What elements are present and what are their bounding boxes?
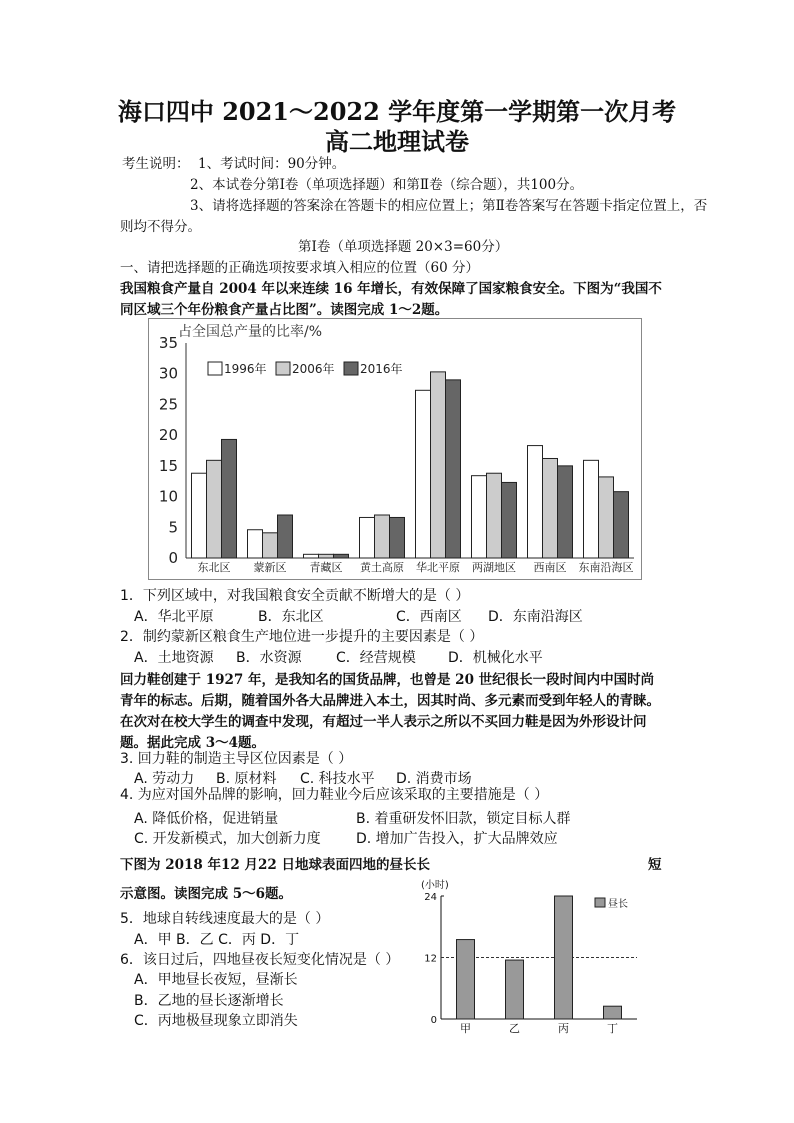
chart2-unit-label: (小时) (421, 880, 449, 891)
y-tick-label: 0 (430, 1015, 437, 1026)
x-tick-label: 黄土高原 (360, 561, 404, 574)
bar-1996年-两湖地区 (472, 476, 487, 558)
q3-stem: 3. 回力鞋的制造主导区位因素是（ ） (120, 751, 353, 767)
q4-option-a: A. 降低价格，促进销量 (134, 811, 279, 827)
q1-option-a: A．华北平原 (134, 609, 214, 625)
bar-2016年-蒙新区 (278, 515, 293, 558)
passage2-line3: 在次对在校大学生的调查中发现，有超过一半人表示之所以不买回力鞋是因为外形设计问 (120, 714, 647, 730)
y-tick-label: 10 (158, 487, 178, 506)
x-tick-label: 两湖地区 (472, 561, 516, 574)
legend-swatch-1996年 (208, 362, 222, 375)
q3-option-a: A. 劳动力 (134, 771, 195, 787)
q5-options: A．甲 B．乙 C．丙 D．丁 (134, 932, 300, 948)
section-heading: 一、请把选择题的正确选项按要求填入相应的位置（60 分） (120, 260, 479, 276)
bar-1996年-东南沿海区 (584, 460, 599, 558)
bar-乙 (506, 960, 524, 1019)
q6-option-b: B．乙地的昼长逐渐增长 (134, 993, 284, 1009)
bar-2016年-两湖地区 (502, 482, 517, 558)
q2-option-d: D．机械化水平 (448, 650, 543, 666)
x-tick-label: 丁 (607, 1022, 618, 1035)
x-tick-label: 东北区 (197, 561, 231, 574)
legend-label-2016年: 2016年 (360, 362, 403, 376)
legend-label-2006年: 2006年 (292, 362, 335, 376)
bar-2006年-西南区 (543, 458, 558, 558)
legend-swatch (595, 898, 605, 907)
y-tick-label: 12 (424, 953, 437, 965)
chart2-legend (595, 898, 628, 910)
bar-2006年-青藏区 (319, 554, 334, 558)
bar-2016年-华北平原 (446, 380, 461, 558)
legend-label: 昼长 (608, 899, 628, 910)
passage2-line2: 青年的标志。后期，随着国外各大品牌进入本土，因其时尚、多元素而受到年轻人的青睐。 (120, 693, 660, 709)
legend-label-1996年: 1996年 (224, 362, 267, 376)
bar-2016年-东南沿海区 (614, 492, 629, 558)
bar-2006年-蒙新区 (263, 533, 278, 558)
passage3-line2: 示意图。读图完成 5～6题。 (120, 886, 292, 902)
q4-stem: 4. 为应对国外品牌的影响，回力鞋业今后应该采取的主要措施是（ ） (120, 787, 549, 803)
q1-stem: 1．下列区域中，对我国粮食安全贡献不断增大的是（ ） (120, 588, 470, 604)
y-tick-label: 30 (158, 364, 178, 383)
y-tick-label: 5 (168, 518, 178, 537)
x-tick-label: 东南沿海区 (578, 561, 634, 574)
exam-subtitle: 高二地理试卷 (325, 127, 469, 156)
y-tick-label: 24 (424, 892, 437, 903)
passage2-line4: 题。据此完成 3～4题。 (120, 735, 265, 751)
bar-2006年-两湖地区 (487, 473, 502, 558)
y-tick-label: 25 (158, 395, 178, 414)
bar-1996年-青藏区 (304, 554, 319, 558)
x-tick-label: 丙 (558, 1022, 569, 1035)
y-tick-label: 15 (158, 456, 178, 475)
chart-title: 占全国总产量的比率/% (178, 324, 323, 340)
bar-2016年-青藏区 (334, 554, 349, 558)
bar-丁 (604, 1006, 622, 1019)
grain-share-chart (148, 318, 642, 580)
note-3b: 则均不得分。 (120, 219, 201, 235)
bar-2006年-东北区 (207, 460, 222, 558)
passage3-line1-end: 短 (648, 857, 662, 873)
x-tick-label: 乙 (509, 1022, 520, 1035)
passage3-line1: 下图为 2018 年12 月22 日地球表面四地的昼长长 (120, 857, 430, 873)
bar-2006年-黄土高原 (375, 515, 390, 558)
bar-1996年-西南区 (528, 446, 543, 558)
q2-stem: 2．制约蒙新区粮食生产地位进一步提升的主要因素是（ ） (120, 629, 484, 645)
legend-swatch-2016年 (344, 362, 358, 375)
bar-1996年-黄土高原 (360, 517, 375, 558)
note-1: 1、考试时间：90分钟。 (198, 156, 346, 172)
y-tick-label: 35 (158, 334, 178, 352)
passage1-line1: 我国粮食产量自 2004 年以来连续 16 年增长，有效保障了国家粮食安全。下图为“我国不 (120, 281, 662, 297)
q6-option-c: C．丙地极昼现象立即消失 (134, 1013, 298, 1029)
passage1-line2: 同区域三个年份粮食产量占比图”。读图完成 1～2题。 (120, 302, 449, 318)
q1-option-d: D．东南沿海区 (488, 609, 583, 625)
note-2: 2、本试卷分第Ⅰ卷（单项选择题）和第Ⅱ卷（综合题），共100分。 (190, 177, 584, 193)
bar-1996年-东北区 (192, 473, 207, 558)
chart-legend (208, 361, 403, 376)
q5-stem: 5．地球自转线速度最大的是（ ） (120, 911, 330, 927)
q2-option-c: C．经营规模 (336, 650, 416, 666)
bar-2016年-东北区 (222, 439, 237, 558)
y-tick-label: 0 (168, 549, 178, 567)
q4-option-c: C. 开发新模式，加大创新力度 (134, 831, 321, 847)
bar-2016年-黄土高原 (390, 517, 405, 558)
q1-option-b: B．东北区 (258, 609, 324, 625)
passage2-line1: 回力鞋创建于 1927 年，是我知名的国货品牌，也曾是 20 世纪很长一段时间内中国时尚 (120, 672, 655, 688)
bar-1996年-蒙新区 (248, 530, 263, 558)
day-length-chart (415, 876, 645, 1036)
q2-option-a: A．土地资源 (134, 650, 214, 666)
legend-swatch-2006年 (276, 362, 290, 375)
q4-option-d: D. 增加广告投入，扩大品牌效应 (356, 831, 558, 847)
y-tick-label: 20 (158, 426, 178, 445)
q1-option-c: C．西南区 (396, 609, 462, 625)
exam-title: 海口四中 2021～2022 学年度第一学期第一次月考 (117, 97, 677, 126)
q6-stem: 6．该日过后，四地昼夜长短变化情况是（ ） (120, 952, 400, 968)
x-tick-label: 青藏区 (309, 561, 343, 574)
q3-option-b: B. 原材料 (216, 771, 277, 787)
notes-label: 考生说明： (122, 156, 190, 172)
bar-2006年-华北平原 (431, 372, 446, 558)
bar-2016年-西南区 (558, 466, 573, 558)
bar-丙 (555, 896, 573, 1019)
q3-option-d: D. 消费市场 (396, 771, 472, 787)
x-tick-label: 甲 (460, 1022, 471, 1035)
bar-1996年-华北平原 (416, 390, 431, 558)
chart2-x-labels (460, 1022, 618, 1035)
x-tick-label: 西南区 (533, 561, 567, 574)
q3-option-c: C. 科技水平 (300, 771, 375, 787)
x-tick-label: 蒙新区 (253, 561, 287, 574)
note-3a: 3、请将选择题的答案涂在答题卡的相应位置上；第Ⅱ卷答案写在答题卡指定位置上，否 (190, 198, 708, 214)
x-tick-label: 华北平原 (416, 561, 460, 574)
bar-2006年-东南沿海区 (599, 477, 614, 558)
bar-甲 (457, 940, 475, 1019)
q6-option-a: A．甲地昼长夜短，昼渐长 (134, 972, 298, 988)
part1-heading: 第Ⅰ卷（单项选择题 20×3=60分） (298, 239, 509, 255)
q4-option-b: B. 着重研发怀旧款，锁定目标人群 (356, 811, 571, 827)
q2-option-b: B．水资源 (236, 650, 302, 666)
